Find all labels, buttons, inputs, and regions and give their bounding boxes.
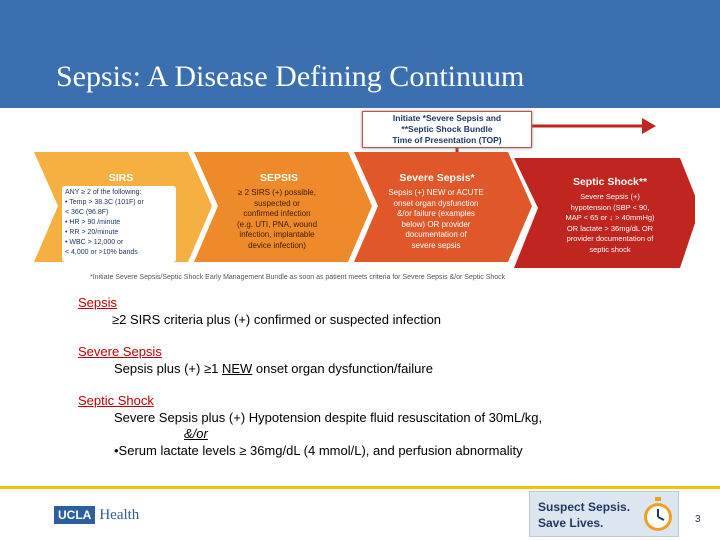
banner-line: Time of Presentation (TOP) [392, 135, 502, 145]
severe-text: Sepsis plus (+) ≥1 [114, 360, 222, 376]
stage-septic-shock [548, 176, 672, 268]
banner-line: Initiate *Severe Sepsis and [392, 113, 502, 123]
stage-severe-sepsis [378, 172, 496, 264]
criteria-line: infection, implantable [239, 230, 315, 239]
badge-line: Save Lives. [538, 516, 604, 530]
criteria-line: provider documentation of [566, 234, 654, 243]
criteria-line: suspected or [254, 198, 300, 208]
footer-divider [0, 486, 720, 489]
stage-criteria-box [378, 186, 494, 264]
criteria-line: onset organ dysfunction [393, 198, 479, 208]
septic-shock-definition: Severe Sepsis plus (+) Hypotension despite fluid resuscitation of 30mL/kg, [114, 409, 543, 425]
logo-mark: UCLA [54, 506, 95, 524]
criteria-line: MAP < 65 or ↓ > 40mmHg) [565, 213, 655, 222]
slide-title: Sepsis: A Disease Defining Continuum [56, 60, 525, 93]
sepsis-heading: Sepsis [78, 295, 118, 310]
criteria-line: septic shock [589, 244, 631, 254]
criteria-line: Sepsis (+) NEW or ACUTE [388, 188, 484, 197]
criteria-line: • WBC > 12,000 or [65, 239, 124, 246]
stage-title: SIRS [108, 172, 134, 184]
criteria-line: • HR > 90 /minute [65, 219, 121, 226]
stage-criteria-box [220, 186, 334, 262]
diagram-footnote: *Initiate Severe Sepsis/Septic Shock Early Management Bundle as soon as patient meets criteria for Severe Sepsis &/or Septic Shock [90, 274, 506, 281]
page-number: 3 [695, 514, 701, 525]
criteria-line: ANY ≥ 2 of the following: [65, 189, 142, 196]
sepsis-definition: ≥2 SIRS criteria plus (+) confirmed or suspected infection [112, 311, 442, 327]
title-bar [0, 0, 720, 108]
septic-shock-heading: Septic Shock [78, 393, 154, 408]
severe-text: onset organ dysfunction/failure [252, 360, 433, 376]
stage-criteria-box [62, 186, 176, 262]
criteria-line: < 36C (96.8F) [65, 209, 109, 216]
criteria-line: below) OR provider [401, 219, 471, 229]
criteria-line: hypotension (SBP < 90, [570, 202, 650, 212]
criteria-line: • RR > 20/minute [65, 229, 119, 236]
criteria-line: documentation of [405, 230, 467, 239]
criteria-line: Severe Sepsis (+) [580, 192, 640, 201]
stage-title: Severe Sepsis* [399, 172, 475, 184]
banner-line: **Septic Shock Bundle [401, 124, 493, 134]
timeline-arrow-head [642, 118, 656, 134]
bundle-banner [362, 111, 532, 148]
severe-new-text: NEW [221, 360, 253, 376]
severe-sepsis-definition [78, 361, 542, 378]
criteria-line: (e.g. UTI, PNA, wound [236, 219, 318, 229]
severe-sepsis-heading: Severe Sepsis [78, 344, 162, 359]
definitions [78, 295, 542, 459]
stage-title: SEPSIS [260, 172, 298, 184]
suspect-sepsis-badge [529, 491, 679, 537]
stage-title: Septic Shock** [572, 176, 648, 188]
criteria-line: &/or failure (examples [397, 209, 475, 218]
criteria-line: ≥ 2 SIRS (+) possible, [238, 188, 316, 197]
septic-shock-andor: &/or [184, 426, 208, 441]
criteria-line: OR lactate > 36mg/dL OR [566, 223, 654, 233]
stopwatch-icon [640, 496, 676, 534]
logo-text: Health [99, 506, 140, 523]
stage-sirs [62, 172, 180, 264]
criteria-line: < 4,000 or >10% bands [65, 249, 138, 256]
badge-line: Suspect Sepsis. [538, 500, 631, 514]
septic-shock-lactate: •Serum lactate levels ≥ 36mg/dL (4 mmol/L), and perfusion abnormality [114, 442, 523, 458]
stage-sepsis [220, 172, 338, 264]
criteria-line: confirmed infection [243, 209, 311, 218]
criteria-line: severe sepsis [411, 240, 461, 250]
criteria-line: device infection) [248, 240, 306, 250]
criteria-line: • Temp > 38.3C (101F) or [65, 199, 144, 206]
stage-criteria-box [548, 190, 672, 268]
ucla-health-logo [54, 505, 139, 525]
